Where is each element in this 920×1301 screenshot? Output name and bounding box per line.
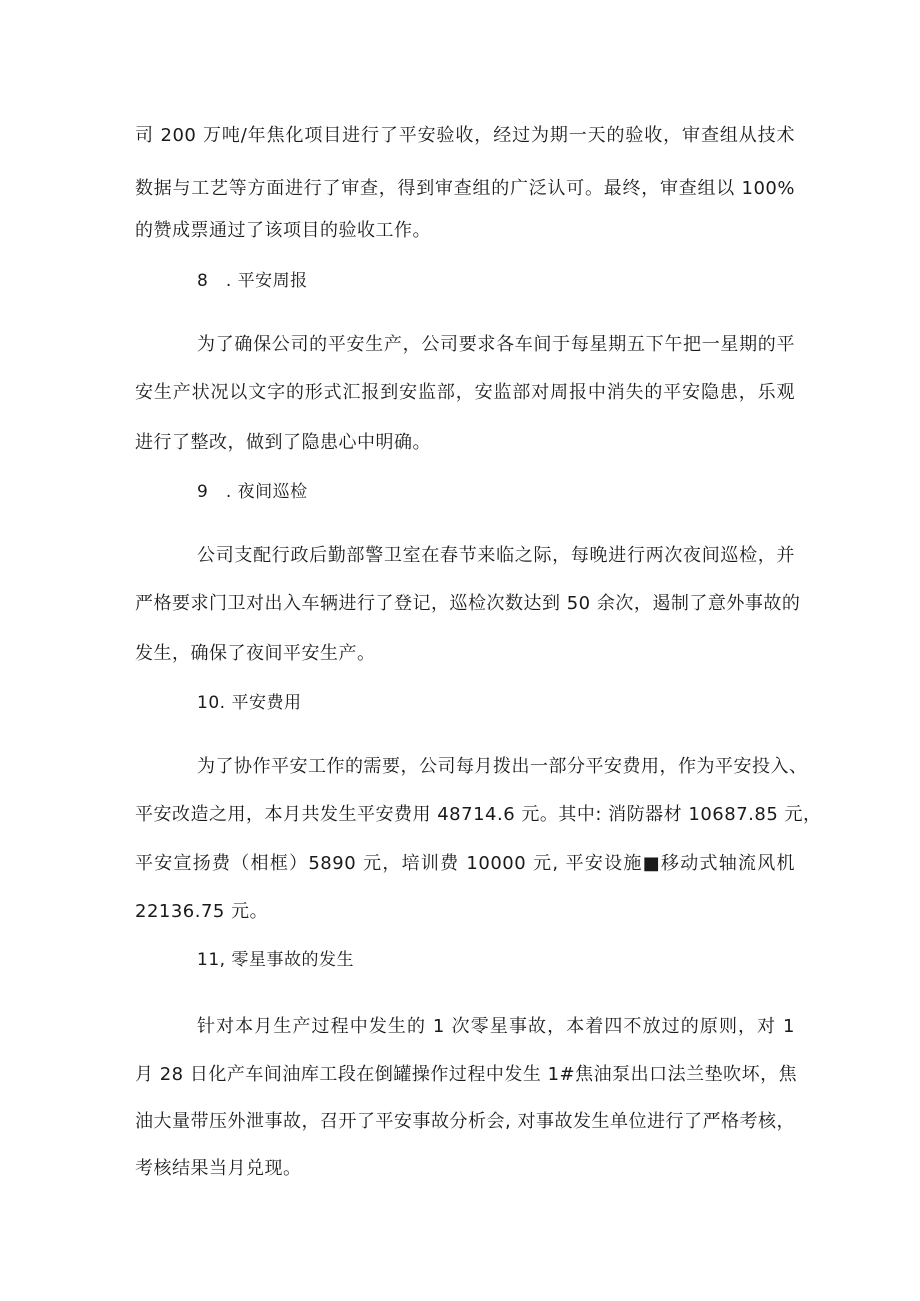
- paragraph-line: 平安改造之用，本月共发生平安费用 48714.6 元。其中: 消防器材 10687.85 元，: [135, 804, 822, 825]
- paragraph-line: 为了协作平安工作的需要，公司每月拨出一部分平安费用，作为平安投入、: [197, 756, 808, 777]
- paragraph-line: 的赞成票通过了该项目的验收工作。: [135, 220, 431, 241]
- paragraph-line: 针对本月生产过程中发生的 1 次零星事故，本着四不放过的原则，对 1: [197, 1016, 795, 1037]
- paragraph-line: 为了确保公司的平安生产，公司要求各车间于每星期五下午把一星期的平: [197, 334, 795, 355]
- paragraph-line: 考核结果当月兑现。: [135, 1158, 302, 1179]
- paragraph-line: 严格要求门卫对出入车辆进行了登记，巡检次数达到 50 余次，遏制了意外事故的: [135, 593, 801, 614]
- paragraph-line: 22136.75 元。: [135, 901, 269, 922]
- section-heading: 11, 零星事故的发生: [197, 950, 354, 970]
- section-heading: 9 . 夜间巡检: [197, 482, 308, 502]
- section-heading: 8 . 平安周报: [197, 271, 308, 291]
- paragraph-line: 司 200 万吨/年焦化项目进行了平安验收，经过为期一天的验收，审查组从技术: [135, 125, 795, 146]
- paragraph-line: 安生产状况以文字的形式汇报到安监部，安监部对周报中消失的平安隐患，乐观: [135, 382, 795, 403]
- paragraph-line: 公司支配行政后勤部警卫室在春节来临之际，每晚进行两次夜间巡检，并: [197, 545, 795, 566]
- section-heading: 10. 平安费用: [197, 693, 302, 713]
- paragraph-line: 月 28 日化产车间油库工段在倒罐操作过程中发生 1#焦油泵出口法兰垫吹坏，焦: [135, 1064, 798, 1085]
- paragraph-line: 数据与工艺等方面进行了审查，得到审查组的广泛认可。最终，审查组以 100%: [135, 178, 795, 199]
- paragraph-line: 油大量带压外泄事故，召开了平安事故分析会, 对事故发生单位进行了严格考核，: [135, 1111, 795, 1132]
- paragraph-line: 平安宣扬费（相框）5890 元，培训费 10000 元, 平安设施■移动式轴流风机: [135, 853, 795, 874]
- paragraph-line: 发生，确保了夜间平安生产。: [135, 643, 376, 664]
- paragraph-line: 进行了整改，做到了隐患心中明确。: [135, 432, 431, 453]
